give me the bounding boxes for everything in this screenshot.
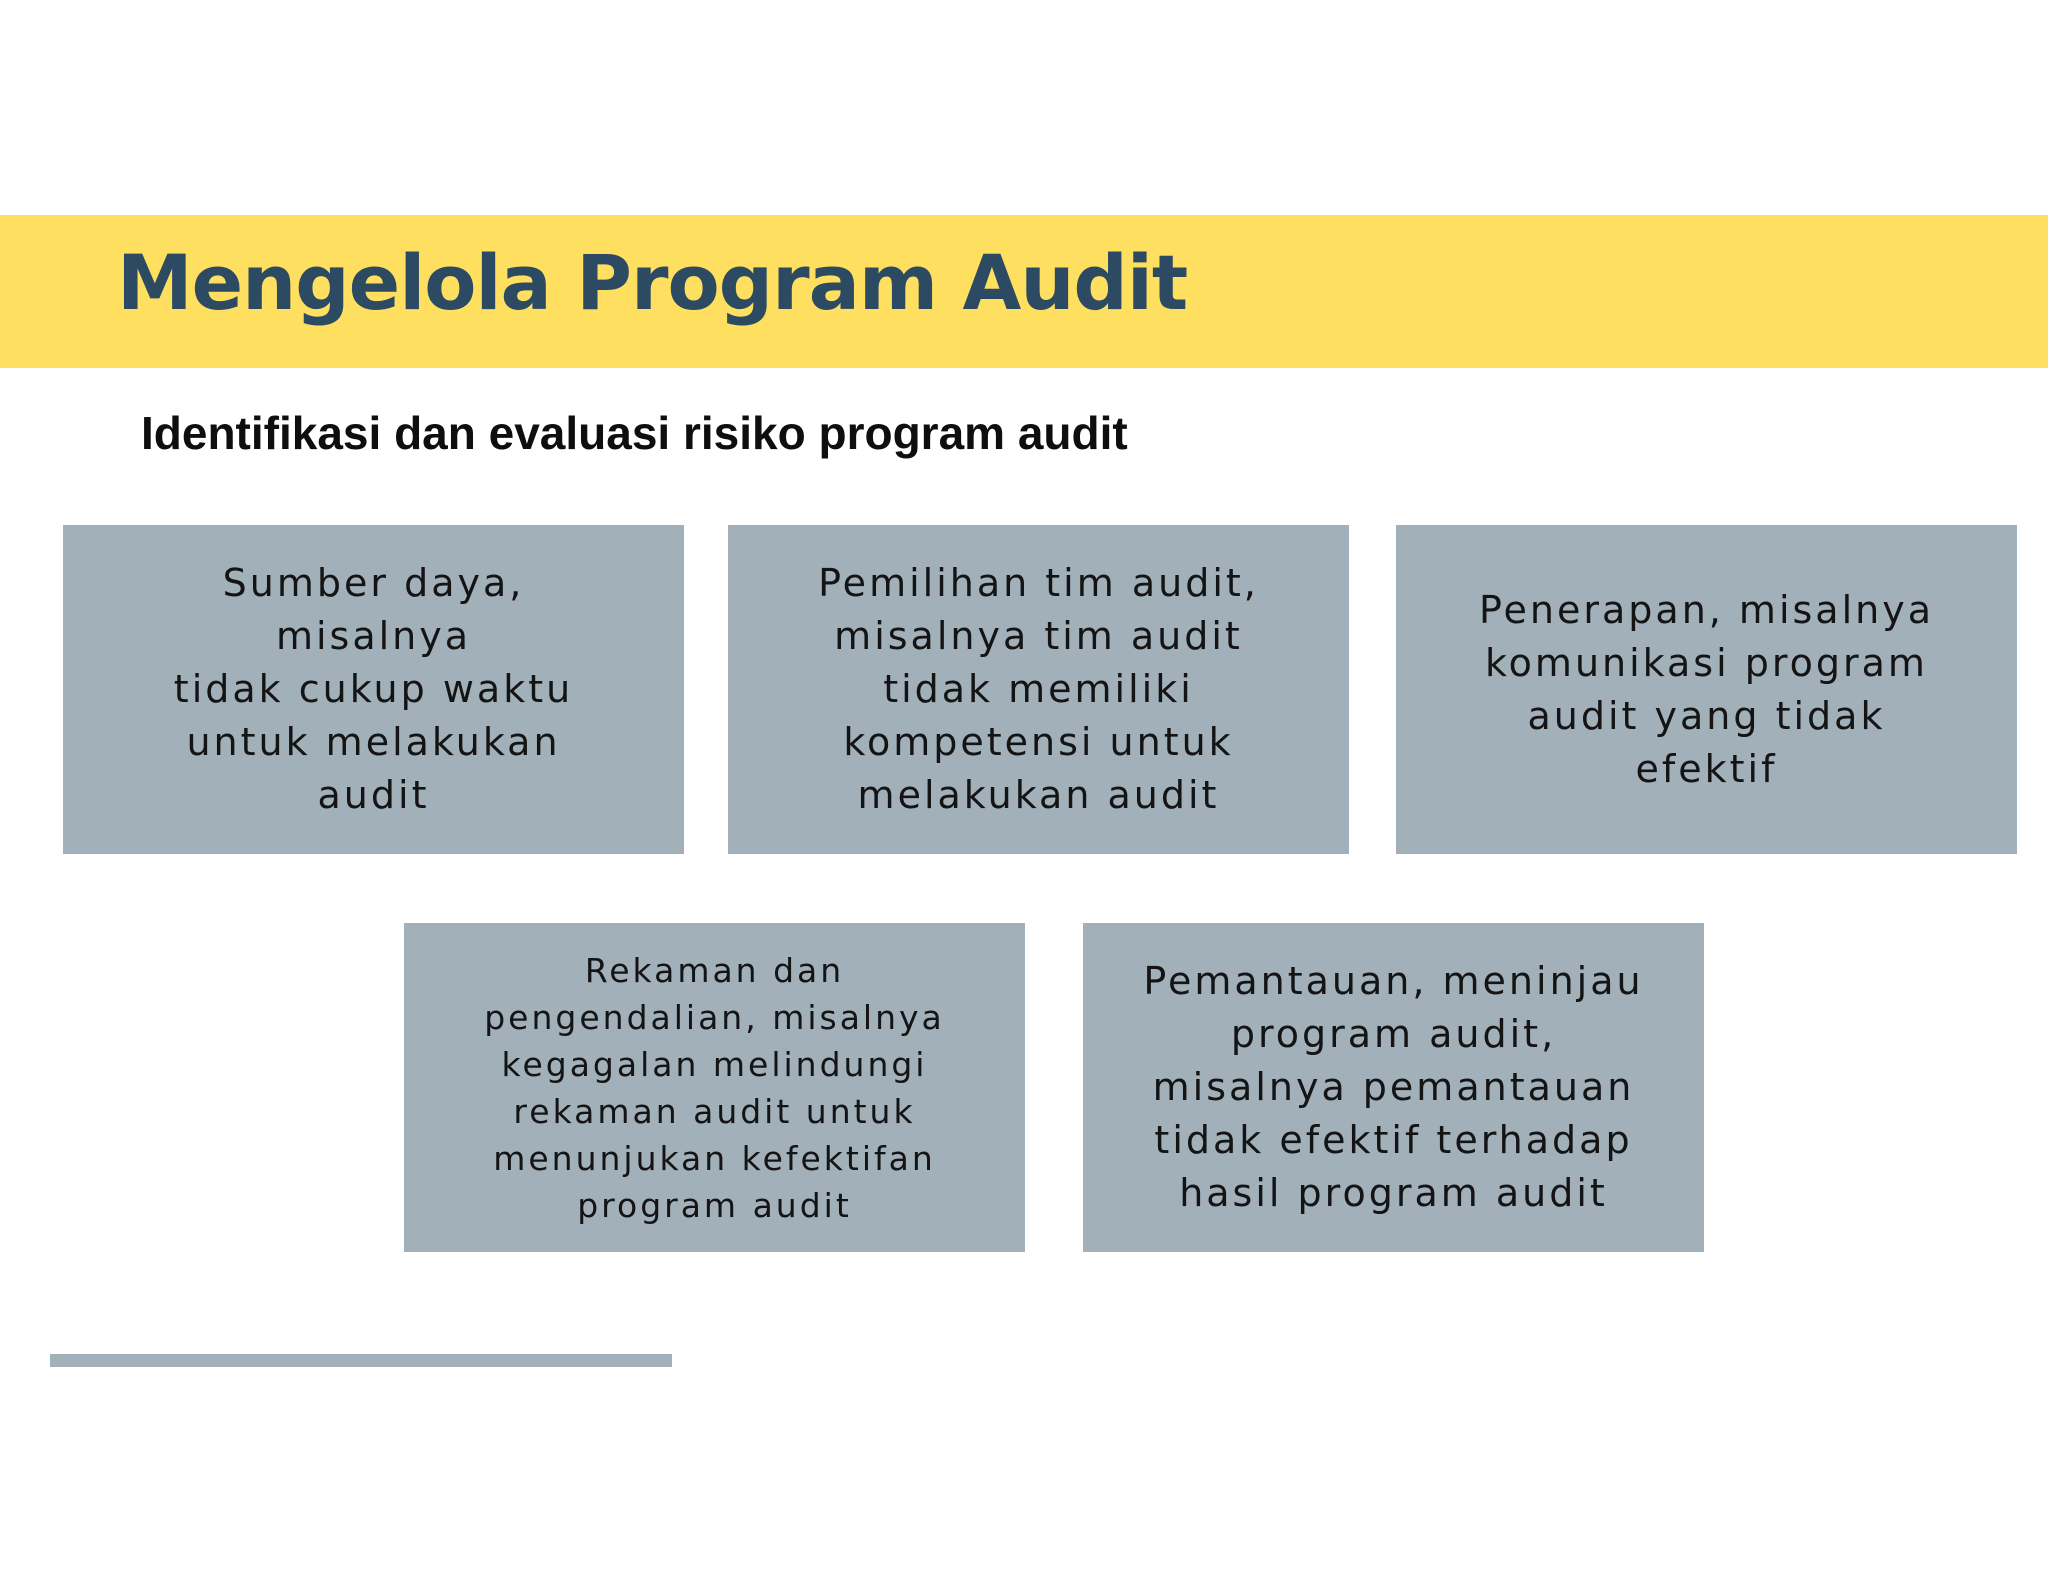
risk-card-text: Sumber daya, misalnya tidak cukup waktu untuk melakukan audit <box>173 561 574 817</box>
decorative-divider <box>50 1354 672 1367</box>
risk-card-resources <box>63 525 684 854</box>
risk-card-records-control <box>404 923 1025 1252</box>
risk-card-text: Rekaman dan pengendalian, misalnya kegagalan melindungi rekaman audit untuk menunjukan kefektifan program audit <box>484 950 945 1225</box>
risk-card-text: Pemilihan tim audit, misalnya tim audit tidak memiliki kompetensi untuk melakukan audit <box>818 561 1259 817</box>
risk-card-monitoring <box>1083 923 1704 1252</box>
risk-card-implementation <box>1396 525 2017 854</box>
section-subtitle: Identifikasi dan evaluasi risiko program audit <box>141 407 1128 459</box>
risk-card-team-selection <box>728 525 1349 854</box>
page-title: Mengelola Program Audit <box>117 238 1188 327</box>
risk-card-text: Pemantauan, meninjau program audit, misalnya pemantauan tidak efektif terhadap hasil program audit <box>1143 959 1644 1215</box>
risk-card-text: Penerapan, misalnya komunikasi program audit yang tidak efektif <box>1478 587 1935 791</box>
